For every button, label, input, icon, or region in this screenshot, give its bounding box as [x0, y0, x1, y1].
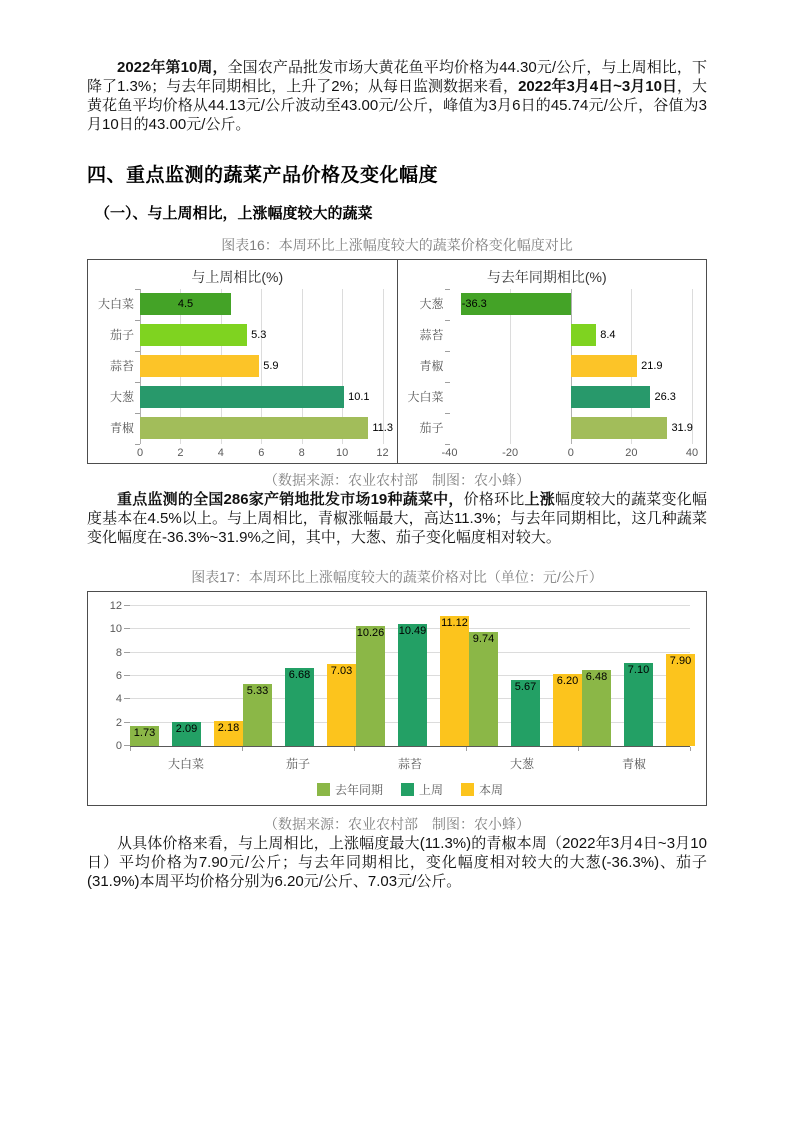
bar [285, 668, 314, 746]
bar [140, 417, 368, 439]
category-label: 茄子 [109, 328, 134, 342]
plot-area-wrap [441, 289, 699, 464]
category-label: 青椒 [419, 359, 444, 373]
bar-value-label: 2.09 [175, 722, 198, 735]
text-segment: 幅度较大的蔬菜变化幅度基本在4.5%以上。与上周相比，青椒涨幅最大，高达11.3%；与去年同期相比，这几种蔬菜变化幅度在-36.3%~31.9%之间，其中，大葱、茄子变化幅度相对较大。 [87, 491, 707, 546]
x-tick-label: 20 [625, 447, 638, 459]
bar-value-label: 10.49 [398, 624, 427, 637]
legend-swatch-icon [461, 783, 474, 796]
bar [130, 726, 159, 746]
category-label: 大白菜 [167, 757, 204, 771]
x-tick-label: 6 [258, 447, 265, 459]
bar-value-label: 10.26 [356, 627, 385, 640]
axis-tick [354, 747, 355, 751]
y-tick-label: 8 [115, 646, 122, 659]
category-label: 青椒 [109, 421, 134, 435]
bar [398, 624, 427, 746]
axis-tick [445, 413, 450, 414]
axis-tick [445, 320, 450, 321]
category-label: 蒜苔 [109, 359, 134, 373]
legend-label: 去年同期 [334, 783, 383, 797]
axis-tick [578, 747, 579, 751]
bar-value-label: 8.4 [600, 329, 616, 341]
bar-value-label: 21.9 [641, 360, 663, 372]
bar-value-label: 26.3 [654, 391, 676, 403]
axis-tick [135, 320, 140, 321]
bar-value-label: 5.67 [514, 680, 537, 693]
axis-tick [242, 747, 243, 751]
bar-group [469, 606, 582, 746]
bar [172, 722, 201, 746]
paragraph-fish-price [87, 0, 707, 134]
x-tick-label: 8 [298, 447, 305, 459]
bar-value-label: 4.5 [177, 298, 194, 310]
bold-text-segment: 重点监测的全国286家产销地批发市场19种蔬菜中， [117, 491, 464, 508]
bar-value-label: 5.9 [263, 360, 279, 372]
bar-value-label: 10.1 [348, 391, 370, 403]
plot-area [140, 289, 393, 444]
bar [140, 386, 344, 408]
bar-value-label: 6.48 [585, 671, 608, 684]
legend-item [401, 781, 443, 798]
bar [666, 654, 695, 746]
bar-group [356, 606, 469, 746]
y-tick-label: 4 [115, 693, 122, 706]
bar-value-label: 5.33 [246, 684, 269, 697]
x-tick-label: 4 [217, 447, 224, 459]
axis-tick [690, 747, 691, 751]
bar [511, 680, 540, 746]
x-axis [441, 444, 699, 464]
bar [243, 684, 272, 746]
x-tick-label: 12 [376, 447, 389, 459]
plot-area [450, 289, 693, 444]
bar [624, 663, 653, 746]
legend-label: 本周 [479, 783, 504, 797]
bar-value-label: 31.9 [671, 422, 693, 434]
y-tick-label: 6 [115, 670, 122, 682]
bar-value-label: 7.90 [669, 654, 692, 667]
text-segment: 全国农产品批发市场大黄花鱼平均价格为44.30元/公斤，与上周相比，下降了1.3%；与去年同期相比，上升了2%；从每日监测数据来看， [87, 59, 707, 95]
page-content [87, 0, 707, 891]
text-segment: 从具体价格来看，与上周相比，上涨幅度最大(11.3%)的青椒本周（2022年3月4日~3月10日）平均价格为7.90元/公斤；与去年同期相比，变化幅度相对较大的大葱(-36.3%)、茄子(31.9%)本周平均价格分别为6.20元/公斤、7.03元/公斤。 [87, 835, 707, 890]
x-axis [136, 444, 389, 464]
x-tick-label: -40 [441, 447, 458, 459]
panel-title: 与上周相比(%) [191, 269, 284, 285]
bold-text-segment: 上涨 [524, 491, 555, 508]
y-tick-label: 10 [109, 623, 122, 636]
chart-legend [130, 781, 690, 798]
category-label: 大葱 [419, 297, 444, 311]
bar-value-label: 11.12 [441, 617, 468, 630]
legend-item [317, 781, 383, 798]
figure17-title: 图表17：本周环比上涨幅度较大的蔬菜价格对比（单位：元/公斤） [191, 569, 603, 585]
figure16-chart [87, 259, 707, 464]
text-segment: 价格环比 [463, 491, 525, 508]
bar-value-label: 6.68 [288, 669, 311, 682]
bar [571, 324, 596, 346]
bar [582, 670, 611, 746]
bar [327, 664, 356, 746]
figure17-chart [87, 591, 707, 806]
bar [469, 632, 498, 746]
axis-tick [445, 289, 450, 290]
bar-value-label: 7.10 [627, 664, 650, 677]
axis-tick [135, 289, 140, 290]
category-label: 青椒 [621, 757, 646, 771]
x-tick-label: -20 [502, 447, 519, 459]
bar-group [582, 606, 695, 746]
category-axis [402, 289, 450, 464]
axis-tick [135, 351, 140, 352]
figure16-right-panel [398, 260, 707, 463]
axis-tick [466, 747, 467, 751]
bar-value-label: 11.3 [372, 422, 393, 434]
category-label: 蒜苔 [397, 757, 422, 771]
x-tick-label: 40 [685, 447, 699, 459]
panel-body [92, 289, 393, 464]
section-heading: 四、重点监测的蔬菜产品价格及变化幅度 [87, 165, 439, 186]
bold-text-segment: 2022年第10周， [117, 59, 228, 76]
bar [140, 324, 247, 346]
category-label: 蒜苔 [419, 328, 444, 342]
figure16-source: （数据来源：农业农村部 制图：农小蜂） [264, 472, 530, 488]
y-tick-label: 0 [115, 740, 122, 752]
bar-value-label: 9.74 [472, 633, 495, 646]
bar [571, 386, 651, 408]
figure16-left-panel [88, 260, 398, 463]
bold-text-segment: 2022年3月4日~3月10日 [518, 78, 677, 95]
bar-value-label: 1.73 [133, 726, 156, 739]
plot-area-wrap [136, 289, 393, 464]
panel-title: 与去年同期相比(%) [486, 269, 607, 285]
legend-swatch-icon [317, 783, 330, 796]
legend-swatch-icon [401, 783, 414, 796]
paragraph-vegetable-summary [87, 490, 707, 547]
category-axis [130, 755, 690, 772]
bar-value-label: 2.18 [217, 721, 240, 734]
category-label: 大白菜 [97, 297, 134, 311]
category-label: 茄子 [285, 757, 310, 771]
bar [214, 721, 243, 746]
subsection-heading: （一）、与上周相比，上涨幅度较大的蔬菜 [95, 205, 373, 222]
legend-label: 上周 [418, 783, 443, 797]
category-label: 大葱 [509, 757, 534, 771]
bar [140, 355, 259, 377]
x-tick-label: 0 [567, 447, 574, 459]
bar [571, 417, 668, 439]
bar-group [243, 606, 356, 746]
x-tick-label: 0 [136, 447, 144, 459]
y-tick-label: 2 [115, 716, 122, 729]
x-tick-label: 10 [335, 447, 349, 459]
bar-value-label: 6.20 [556, 674, 579, 687]
legend-item [461, 781, 503, 798]
bar [440, 616, 469, 746]
bar-value-label: -36.3 [461, 298, 487, 310]
bar-groups [130, 606, 690, 746]
axis-tick [445, 382, 450, 383]
bar-value-label: 7.03 [330, 664, 353, 677]
category-label: 茄子 [419, 421, 444, 435]
axis-tick [135, 382, 140, 383]
x-tick-label: 2 [177, 447, 184, 459]
axis-tick [130, 747, 131, 751]
bar-value-label: 5.3 [251, 329, 267, 341]
plot-area [109, 600, 692, 752]
bar-group [130, 606, 243, 746]
figure16-title: 图表16：本周环比上涨幅度较大的蔬菜价格变化幅度对比 [221, 237, 573, 253]
bar [553, 674, 582, 746]
category-label: 大葱 [109, 390, 134, 404]
y-tick-label: 12 [109, 600, 122, 612]
paragraph-price-detail [87, 834, 707, 891]
bar [571, 355, 637, 377]
figure17-source: （数据来源：农业农村部 制图：农小蜂） [264, 816, 530, 832]
text-segment: ，大黄花鱼平均价格从44.13元/公斤波动至43.00元/公斤，峰值为3月6日的45.74元/公斤，谷值为3月10日的43.00元/公斤。 [87, 78, 707, 133]
category-label: 大白菜 [407, 390, 444, 404]
axis-tick [135, 413, 140, 414]
panel-body [402, 289, 699, 464]
bar [356, 626, 385, 746]
axis-tick [445, 351, 450, 352]
category-axis [92, 289, 140, 464]
